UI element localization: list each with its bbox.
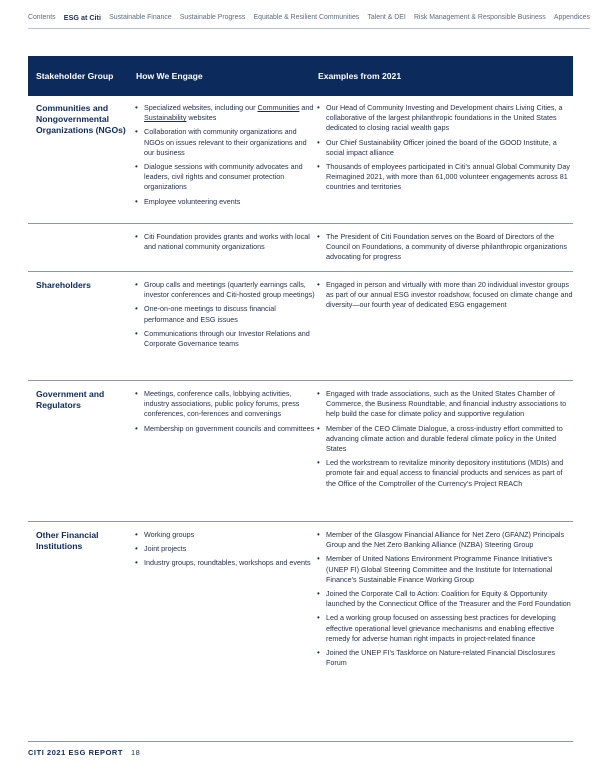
list-item: • Member of the CEO Climate Dialogue, a cross-industry effort committed to advancing climate action and durable federal climate policy in the United States — [316, 424, 573, 455]
list-item: • Engaged in person and virtually with more than 20 individual investor groups as part of our annual ESG investor roadshow, focused on climate change and diversity—our fourth year of dedicated ESG engagement — [316, 280, 573, 311]
top-navigation — [28, 10, 590, 24]
list-item: • Employee volunteering events — [134, 197, 316, 207]
examples-communities — [316, 103, 573, 223]
group-government: Government and Regulators — [36, 389, 105, 411]
nav-contents[interactable]: Contents — [28, 13, 56, 21]
list-item: • Our Chief Sustainability Officer joined the board of the GOOD Institute, a social impact alliance — [316, 138, 573, 158]
page-number: 18 — [130, 748, 141, 757]
nav-equitable-communities[interactable]: Equitable & Resilient Communities — [253, 13, 360, 21]
list-item: • Our Head of Community Investing and Development chairs Living Cities, a collaborative of the largest philanthropic foundations in the United States dedicated to closing racial wealth gaps — [316, 103, 573, 134]
list-item: • The President of Citi Foundation serves on the Board of Directors of the Council on Foundations, a community of diverse philanthropic organizations advocating for progress — [316, 232, 573, 263]
list-item: • Specialized websites, including our Communities and Sustainability websites — [134, 103, 316, 123]
nav-appendices[interactable]: Appendices — [553, 13, 590, 21]
list-item: • Collaboration with community organizations and NGOs on issues relevant to their organizations and our business — [134, 127, 316, 158]
list-item: • Engaged with trade associations, such as the United States Chamber of Commerce, the Business Roundtable, and financial industry associations to help build the case for climate policy and supportive regulation — [316, 389, 573, 420]
stakeholder-table — [28, 56, 573, 742]
list-item: • Citi Foundation provides grants and works with local and national community organizations — [134, 232, 316, 252]
table-row-shareholders — [28, 272, 573, 381]
header-examples: Examples from 2021 — [318, 71, 402, 81]
header-how-we-engage: How We Engage — [136, 71, 203, 81]
list-item: • Member of the Glasgow Financial Alliance for Net Zero (GFANZ) Principals Group and the Net Zero Banking Alliance (NZBA) Steering Group — [316, 530, 573, 550]
list-item: • Member of United Nations Environment Programme Finance Initiative’s (UNEP FI) Global Steering Committee and the Institute for International Finance’s Sustainable Finance Working Group — [316, 554, 573, 585]
engage-communities — [134, 103, 316, 223]
list-item: • Industry groups, roundtables, workshops and events — [134, 558, 316, 568]
nav-esg-at-citi[interactable]: ESG at Citi — [63, 12, 101, 22]
communities-link[interactable]: Communities — [257, 103, 300, 112]
table-row-government — [28, 381, 573, 522]
table-row-communities-foundation — [28, 224, 573, 272]
list-item: • Joined the Corporate Call to Action: Coalition for Equity & Opportunity launched by the Connecticut Office of the Treasurer and the Ford Foundation — [316, 589, 573, 609]
list-item: • Group calls and meetings (quarterly earnings calls, investor conferences and Citi-hosted group meetings) — [134, 280, 316, 300]
nav-talent-dei[interactable]: Talent & DEI — [367, 13, 406, 21]
header-stakeholder-group: Stakeholder Group — [36, 70, 114, 81]
list-item: • Thousands of employees participated in Citi’s annual Global Community Day Reimagined 2021, with more than 61,000 volunteer engagements across 81 countries and territories — [316, 162, 573, 193]
table-header — [28, 56, 573, 96]
list-item: • Led a working group focused on assessing best practices for developing effective operational level grievance mechanisms and enabling effective remedy for adverse human right impacts in project-related finance — [316, 613, 573, 644]
sustainability-link[interactable]: Sustainability — [144, 113, 187, 123]
list-item: • Meetings, conference calls, lobbying activities, industry associations, public policy forums, press conferences, con-ferences and convenings — [134, 389, 316, 420]
list-item: • Working groups — [134, 530, 316, 540]
list-item: • Led the workstream to revitalize minority depository institutions (MDIs) and promote fair and equal access to financial products and services as part of the Office of the Comptroller of the Currency’s Project REACh — [316, 458, 573, 489]
group-communities: Communities and Nongovernmental Organizations (NGOs) — [36, 103, 126, 136]
list-item: • Dialogue sessions with community advocates and leaders, civil rights and consumer protection organizations — [134, 162, 316, 193]
table-row-communities — [28, 96, 573, 224]
nav-sustainable-progress[interactable]: Sustainable Progress — [179, 13, 246, 21]
page-footer — [28, 748, 140, 757]
group-financial: Other Financial Institutions — [36, 530, 99, 552]
nav-risk-management[interactable]: Risk Management & Responsible Business — [413, 13, 546, 21]
table-row-financial — [28, 522, 573, 742]
list-item: • Communications through our Investor Relations and Corporate Governance teams — [134, 329, 316, 349]
group-shareholders: Shareholders — [36, 280, 91, 290]
nav-divider — [28, 28, 590, 29]
list-item: • Joined the UNEP FI’s Taskforce on Nature-related Financial Disclosures Forum — [316, 648, 573, 668]
nav-sustainable-finance[interactable]: Sustainable Finance — [109, 13, 172, 21]
list-item: • One-on-one meetings to discuss financial performance and ESG issues — [134, 304, 316, 324]
report-title: CITI 2021 ESG REPORT — [28, 748, 123, 757]
list-item: • Membership on government councils and committees — [134, 424, 316, 434]
list-item: • Joint projects — [134, 544, 316, 554]
